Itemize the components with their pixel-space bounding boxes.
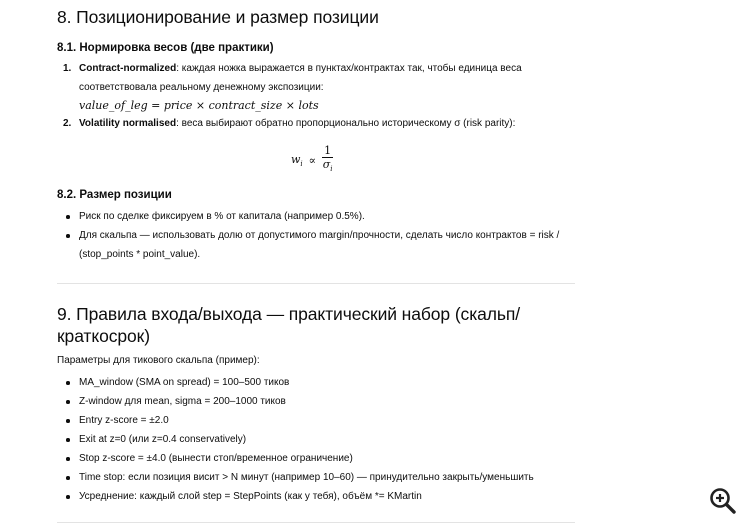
bullet [66,419,70,423]
bullet [66,457,70,461]
section-8-heading: 8. Позиционирование и размер позиции [57,7,379,27]
bullet [66,438,70,442]
zoom-in-icon[interactable] [708,486,738,516]
subsection-8-2-heading: 8.2. Размер позиции [57,189,172,201]
list-item: Усреднение: каждый слой step = StepPoints (как у тебя), объём *= KMartin [57,487,582,506]
section-9-intro: Параметры для тикового скальпа (пример): [57,355,260,366]
list-item: Exit at z=0 (или z=0.4 conservatively) [57,430,582,449]
list-item: Z-window для mean, sigma = 200–1000 тиков [57,392,582,411]
position-size-list [57,207,577,264]
list-item [57,59,577,114]
parameters-list [57,373,582,506]
risk-parity-formula [291,145,333,176]
section-divider [57,283,575,284]
bullet [66,381,70,385]
list-item: Time stop: если позиция висит > N минут (например 10–60) — принудительно закрыть/уменьшить [57,468,582,487]
section-divider [57,522,575,523]
numerator: 1 [324,144,332,157]
term-label: Contract-normalized [79,63,177,74]
denominator: $\sigma_i$ [322,158,333,174]
term-label: Volatility normalised [79,118,177,129]
fraction [322,145,333,176]
formula-lhs: $w_i$ [291,153,303,169]
normalization-list [57,59,577,133]
bullet [66,215,70,219]
proportional-symbol: ∝ [308,154,317,168]
list-number: 1. [63,63,72,74]
list-number: 2. [63,118,72,129]
list-item: Entry z-score = ±2.0 [57,411,582,430]
item-text: : каждая ножка выражается в пунктах/контрактах так, чтобы единица веса соответствовала реальному денежному экспозиции: [79,63,522,93]
value-of-leg-formula: value_of_leg = price × contract_size × lots [79,99,319,112]
section-9-heading: 9. Правила входа/выхода — практический набор (скальп/ краткосрок) [57,304,521,346]
list-item: Stop z-score = ±4.0 (вынести стоп/временное ограничение) [57,449,582,468]
item-text: : веса выбирают обратно пропорционально историческому σ (risk parity): [176,118,516,129]
bullet [66,400,70,404]
subsection-8-1-heading: 8.1. Нормировка весов (две практики) [57,42,274,54]
list-item: Риск по сделке фиксируем в % от капитала (например 0.5%). [57,207,577,226]
list-item: Для скальпа — использовать долю от допустимого margin/прочности, сделать число контрактов = risk / (stop_points * point_value). [57,226,577,264]
bullet [66,495,70,499]
list-item [57,114,577,133]
bullet [66,476,70,480]
bullet [66,234,70,238]
list-item: MA_window (SMA on spread) = 100–500 тиков [57,373,582,392]
